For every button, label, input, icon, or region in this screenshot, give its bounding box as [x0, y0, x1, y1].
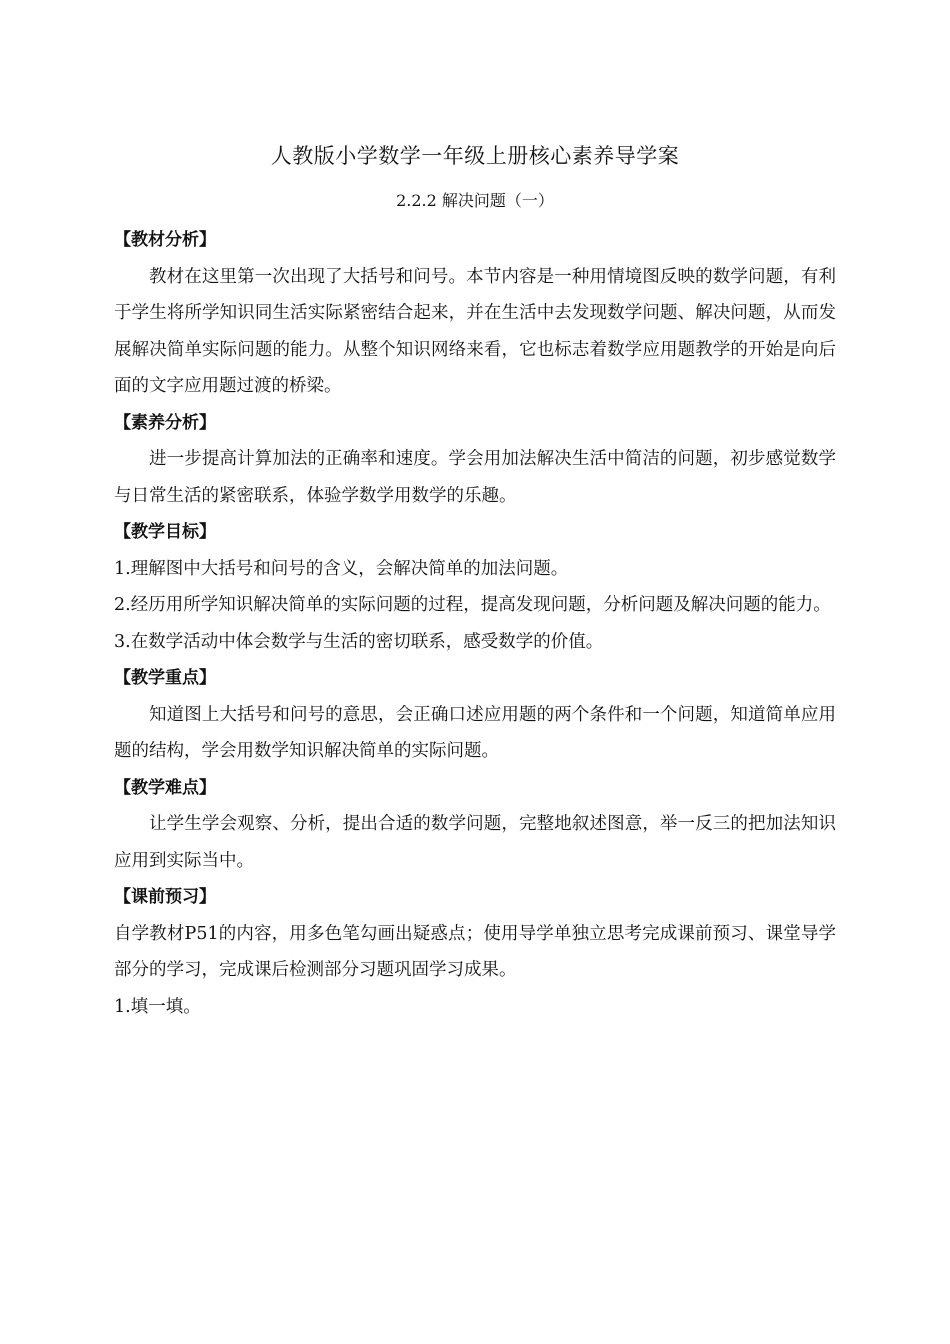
- section-text-textbook-analysis: 教材在这里第一次出现了大括号和问号。本节内容是一种用情境图反映的数学问题，有利于学生将所学知识同生活实际紧密结合起来，并在生活中去发现数学问题、解决问题，从而发展解决简单实际问题的能力。从整个知识网络来看，它也标志着数学应用题教学的开始是向后面的文字应用题过渡的桥梁。: [114, 266, 836, 396]
- section-heading-literacy-analysis: 【素养分析】: [114, 412, 216, 433]
- goal-item: 1.理解图中大括号和问号的含义，会解决简单的加法问题。: [114, 558, 569, 579]
- section-heading-teaching-focus: 【教学重点】: [114, 668, 216, 688]
- section-heading-textbook-analysis: 【教材分析】: [114, 230, 216, 250]
- section-text-teaching-difficulty: 让学生学会观察、分析，提出合适的数学问题，完整地叙述图意，举一反三的把加法知识应用到实际当中。: [114, 814, 836, 871]
- goal-item: 3.在数学活动中体会数学与生活的密切联系，感受数学的价值。: [114, 631, 604, 652]
- preview-item: 1.填一填。: [114, 996, 201, 1017]
- preview-item: 自学教材P51的内容，用多色笔勾画出疑惑点；使用导学单独立思考完成课前预习、课堂导学部分的学习，完成课后检测部分习题巩固学习成果。: [114, 923, 836, 980]
- section-heading-teaching-goals: 【教学目标】: [114, 522, 216, 542]
- section-text-literacy-analysis: 进一步提高计算加法的正确率和速度。学会用加法解决生活中简洁的问题，初步感觉数学与日常生活的紧密联系，体验学数学用数学的乐趣。: [114, 449, 836, 506]
- goal-item: 2.经历用所学知识解决简单的实际问题的过程，提高发现问题，分析问题及解决问题的能力。: [114, 595, 831, 615]
- document-subtitle: 2.2.2 解决问题（一）: [396, 191, 554, 210]
- section-heading-teaching-difficulty: 【教学难点】: [114, 777, 216, 798]
- section-heading-preview: 【课前预习】: [114, 887, 216, 907]
- document-title: 人教版小学数学一年级上册核心素养导学案: [270, 144, 680, 168]
- document-body: [114, 222, 836, 1025]
- section-text-teaching-focus: 知道图上大括号和问号的意思，会正确口述应用题的两个条件和一个问题，知道简单应用题的结构，学会用数学知识解决简单的实际问题。: [114, 704, 836, 761]
